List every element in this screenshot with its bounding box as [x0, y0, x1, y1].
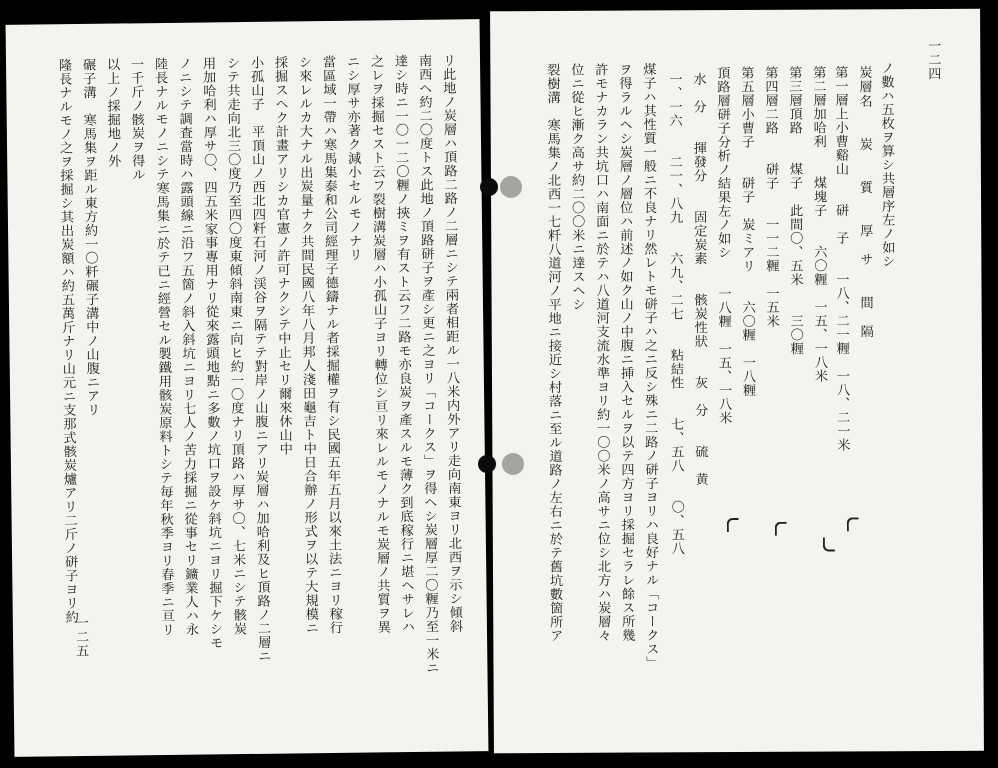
text-column: 位ニ從ヒ漸ク高サ約二〇〇米ニ達スヘシ [568, 62, 585, 312]
text-column: ノ數ハ五枚ヲ算シ共層序左ノ如シ [878, 61, 895, 269]
text-column: ノニシテ調査當時ハ露頭線ニ沿フ五箇ノ斜入斜坑ニヨリ七人ノ苦力採掘ニ從事セリ鑛業人ハ永 [175, 56, 199, 637]
binding-hole-shadow [502, 453, 524, 475]
table-row: 第一層上小曹谿山 硑 子 一八、二一糎 一八、二一米 [832, 65, 850, 452]
binding-hole [480, 178, 498, 196]
brace-mark [823, 537, 835, 551]
text-column: 小孤山子 平頂山ノ西北四粁石河ノ渓谷ヲ隔テテ對岸ノ山腹ニアリ炭層ハ加哈利及ヒ頂路ノ二層ニ [247, 55, 271, 664]
text-column: 陸長ナルモノニシテ寒馬集ニ於テ已ニ經營セル製鐵用骸炭原料トシテ毎年秋季ヨリ春季ニ亘リ [151, 56, 175, 637]
brace-mark [775, 522, 787, 536]
text-column: 南西ヘ約二〇度トス此地ノ頂路硑子ヲ產シ更ニ之ヨリ「コークス」ヲ得ヘシ炭層厚二〇糎乃至一米ニ [415, 53, 439, 675]
text-column: リ此地ノ炭層ハ頂路二路ノ二層ニシテ兩者相距ル一八米内外アリ走向南東ヨリ北西ヲ示シ傾斜 [439, 53, 463, 634]
text-column: 採掘スヘク計畫アリシカ官憲ノ許可ナクシテ中止セリ爾來休山中 [271, 55, 292, 456]
text-column: 用加哈利ハ厚サ〇、四五米家事專用ナリ從來露頭地點ニ多數ノ坑口ヲ設ケ斜坑ニヨリ掘下ケシモ [199, 56, 223, 650]
table-header-row: 炭層名 炭 質 厚 サ 間 隔 [856, 65, 873, 339]
table-row: 第四層二路 硑子 一一二糎 一五米 [762, 65, 779, 329]
binding-hole [478, 455, 496, 473]
text-column: 許モナカラン共坑口ハ南面ニ於テハ八道河支流水準ヨリ約一〇〇米ノ高サニ位シ北方ハ炭層々 [592, 62, 611, 643]
text-column: シ來レルカ大ナル出炭量ナク共間民國八年八月邦人淺田龜吉ト中日合辦ノ形式ヲ以テ大規模ニ [295, 55, 319, 635]
brace-mark [727, 518, 739, 532]
text-column: 以上ノ採掘地ノ外 [103, 57, 121, 169]
text-column: 之レヲ採掘セスト云フ裂樹溝炭層ハ小孤山子ヨリ轉位シ亘リ來レルモノナルモ炭層ノ共質ヲ異 [367, 54, 391, 635]
table-row: 第三層頂路 煤子 此間〇、五米 三〇糎 [786, 65, 803, 356]
analysis-header-row: 水 分 揮發分 固定炭素 骸炭性狀 灰 分 硫 黄 [690, 72, 708, 487]
text-column: 碾子溝 寒馬集ヲ距ル東方約一〇粁碾子溝中ノ山腹ニアリ [79, 57, 100, 417]
text-column: ニシ厚サ亦著ク減小セルモノナリ [343, 54, 362, 262]
left-page [6, 19, 489, 757]
table-row: 第五層小曹子 硑子 炭ミアリ 六〇糎 一八糎 [738, 65, 756, 398]
binding-hole-shadow [500, 176, 522, 198]
text-column: 煤子ハ其性質一般ニ不良ナリ然レトモ硑子ハ之ニ反シ殊ニ二路ノ硑子ヨリハ良好ナル「コークス」 [640, 62, 659, 670]
text-column: ヲ得ラルヘシ炭層ノ層位ハ前述ノ如ク山ノ中腹ニ挿入セルヲ以テ四方ヨリ採掘セラレ餘ス所幾 [616, 62, 635, 643]
analysis-value-row: 一、一六 二一、八九 六九、二七 粘結性 七、五八 〇、五八 [666, 72, 684, 556]
page-number: 一二四 [925, 38, 941, 82]
text-column: 裂樹溝 寒馬集ノ北西一七粁八道河ノ平地ニ接近シ村落ニ至ル道路ノ左右ニ於テ舊坑數箇所ア [544, 62, 563, 643]
brace-mark [847, 517, 859, 531]
text-column: 一千斤ノ骸炭ヲ得ル [127, 57, 145, 182]
text-column: 隆長ナルモノ之ヲ採掘シ其出炭額ハ約五萬斤ナリ山元ニ支那式骸炭爐アリ二斤ノ硑子ヨリ約 [55, 58, 78, 625]
text-column: 當區域一帶ハ寒馬集泰和公司經理子德鑄ナル者採掘權ヲ有シ民國五年五月以來土法ニヨリ稼行 [319, 54, 343, 635]
right-page [490, 9, 984, 754]
text-column: 達シ時ニ一〇一二〇糎ノ挾ミヲ有スト云フ二路モ亦良炭ヲ產スルモ薄ク到底稼行ニ堪ヘサレハ [391, 54, 415, 634]
text-column: 頂路層硑子分析ノ結果左ノ如シ 一八糎 一五、一八米 [714, 66, 732, 425]
text-column: シテ共走向北三〇度乃至四〇度東傾斜南東ニ向ヒ約一〇度ナリ頂路ハ厚サ〇、七米ニシテ骸炭 [223, 56, 247, 636]
table-row: 第二層加哈利 煤塊子 六〇糎 一五、一八米 [810, 65, 828, 384]
page-number: 一二五 [72, 615, 89, 659]
